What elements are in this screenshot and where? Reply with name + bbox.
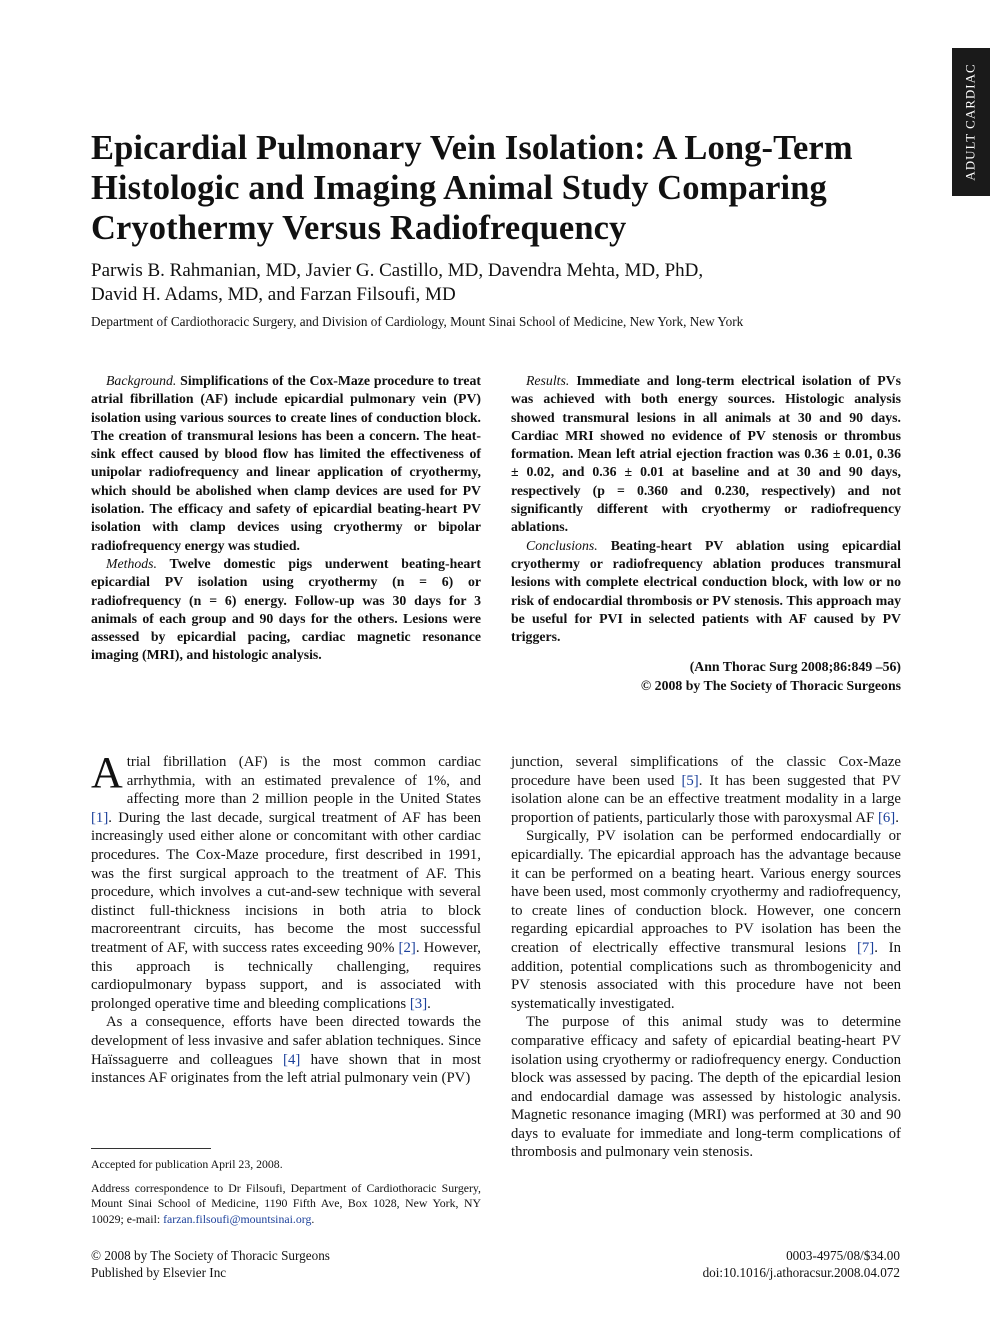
- abstract-background: [91, 372, 481, 555]
- footer-publisher: Published by Elsevier Inc: [91, 1264, 227, 1280]
- body-paragraph: [511, 1013, 901, 1162]
- abstract-results: [511, 372, 901, 537]
- authors-line: Parwis B. Rahmanian, MD, Javier G. Castillo, MD, Davendra Mehta, MD, PhD,: [91, 260, 704, 281]
- footnotes: [91, 1157, 481, 1235]
- body-text: .: [427, 995, 431, 1012]
- authors-line: David H. Adams, MD, and Farzan Filsoufi, MD: [91, 284, 456, 305]
- body-text: . During the last decade, surgical treatment of AF has been increasingly used either alone or concomitant with other cardiac procedures. The Cox-Maze procedure, first described in 1991, was the first surgical approach to the treatment of AF. This procedure, which involves a cut-and-sew technique with several distinct full-thickness incisions in both atria to block macroreentrant circuits, has become the most successful treatment of AF, with success rates exceeding 90%: [91, 809, 481, 956]
- reference-link[interactable]: [1]: [91, 809, 109, 826]
- reference-link[interactable]: [2]: [398, 939, 416, 956]
- reference-link[interactable]: [6]: [877, 809, 896, 826]
- body-paragraph: [91, 748, 481, 1013]
- body-paragraph: [511, 827, 901, 1013]
- title-line: Cryothermy Versus Radiofrequency: [91, 209, 627, 247]
- abstract-left-column: [91, 372, 481, 665]
- body-text: The purpose of this animal study was to determine comparative efficacy and safety of epicardial beating-heart PV isolation using cryothermy or radiofrequency energy. Conduction block was assessed by pacing. The depth of the epicardial lesion and endocardial damage was assessed by histologic analysis. Magnetic resonance imaging (MRI) was performed at 30 and 90 days to evaluate for immediate and long-term complications of thrombosis and pulmonary vein stenosis.: [511, 1014, 901, 1161]
- publisher-info: [91, 1248, 330, 1281]
- body-text: trial fibrillation (AF) is the most common cardiac arrhythmia, with an estimated prevalence of 1%, and affecting more than 2 million people in the United States: [126, 754, 481, 808]
- reference-link[interactable]: [5]: [681, 772, 699, 789]
- email-link[interactable]: farzan.filsoufi@mountsinai.org: [163, 1211, 312, 1226]
- methods-label: Methods.: [106, 555, 157, 571]
- drop-cap: A: [91, 748, 123, 797]
- section-tab-label: ADULT CARDIAC: [963, 63, 978, 181]
- citation-block: [511, 658, 901, 695]
- body-text: junction, several simplifications of the classic Cox-Maze procedure have been used: [511, 754, 901, 789]
- footer-copyright: © 2008 by The Society of Thoracic Surgeons: [91, 1248, 330, 1263]
- article-title: [91, 128, 921, 248]
- body-left-column: [91, 748, 481, 1088]
- correspondence-note: [91, 1181, 481, 1228]
- results-label: Results.: [526, 373, 570, 388]
- body-right-column: [511, 753, 901, 1162]
- results-text: Immediate and long-term electrical isolation of PVs was achieved with both energy sources. Histologic analysis showed transmural lesions in all animals at 30 and 90 days. Cardiac MRI showed no evidence of PV stenosis or thrombus formation. Mean left atrial ejection fraction was 0.36 ± 0.01, 0.36 ± 0.02, and 0.36 ± 0.01 at baseline and at 30 and 90 days, respectively (p = 0.360 and 0.230, respectively) and not significantly different with cryothermy or radiofrequency ablations.: [511, 373, 901, 535]
- author-list: [91, 259, 911, 307]
- abstract-conclusions: [511, 537, 901, 647]
- conclusions-label: Conclusions.: [526, 537, 598, 553]
- affiliation: Department of Cardiothoracic Surgery, and Division of Cardiology, Mount Sinai School of Medicine, New York, New York: [91, 314, 744, 329]
- body-text: have shown that in most instances AF originates from the left atrial pulmonary vein (PV): [91, 1051, 481, 1087]
- background-label: Background.: [106, 373, 177, 388]
- footnote-divider: [91, 1148, 211, 1149]
- body-text: Surgically, PV isolation can be performed endocardially or epicardially. The epicardial approach has the advantage because it can be performed on a beating heart. Various energy sources have been used, most commonly cryothermy and radiofrequency, to create lines of conduction block. However, one concern regarding epicardial approaches to PV isolation has been the creation of electrically effective transmural lesions: [511, 828, 901, 956]
- doi: doi:10.1016/j.athoracsur.2008.04.072: [702, 1264, 900, 1280]
- methods-text: Twelve domestic pigs underwent beating-heart epicardial PV isolation using cryothermy (n = 6) or radiofrequency (n = 6) energy. Follow-up was 30 days for 3 animals of each group and 90 days for the others. Lesions were assessed by epicardial pacing, cardiac magnetic resonance imaging (MRI), and histologic analysis.: [91, 555, 481, 663]
- body-text: As a consequence, efforts have been directed towards the development of less invasive and safer ablation techniques. Since Haïssaguerre and colleagues: [91, 1014, 481, 1068]
- correspondence-end: .: [311, 1211, 315, 1226]
- section-tab: [952, 48, 990, 196]
- reference-link[interactable]: [7]: [856, 939, 875, 956]
- title-line: Histologic and Imaging Animal Study Comparing: [91, 169, 827, 207]
- body-text: . However, this approach is technically challenging, requires cardiopulmonary bypass support, and is associated with prolonged operative time and bleeding complications: [91, 939, 481, 1012]
- journal-citation: (Ann Thorac Surg 2008;86:849 –56): [689, 659, 901, 675]
- title-line: Epicardial Pulmonary Vein Isolation: A Long-Term: [91, 129, 853, 167]
- body-text: . In addition, potential complications such as thrombogenicity and PV stenosis associated with this procedure have not been systematically investigated.: [511, 939, 901, 1012]
- body-paragraph: [91, 1013, 481, 1087]
- body-text: .: [895, 809, 899, 826]
- abstract-copyright: © 2008 by The Society of Thoracic Surgeons: [640, 677, 901, 693]
- abstract-right-column: [511, 372, 901, 695]
- body-paragraph: [511, 753, 901, 827]
- issn-price: 0003-4975/08/$34.00: [786, 1248, 900, 1263]
- background-text: Simplifications of the Cox-Maze procedure to treat atrial fibrillation (AF) include epicardial pulmonary vein (PV) isolation using various sources to create lines of conduction block. The creation of transmural lesions has been a concern. The heat-sink effect caused by blood flow has limited the effectiveness of unipolar radiofrequency and linear application of cryothermy, which should be abolished when clamp devices are used for PV isolation. The efficacy and safety of epicardial beating-heart PV isolation with clamp devices using cryothermy or bipolar radiofrequency energy was studied.: [91, 373, 481, 553]
- conclusions-text: Beating-heart PV ablation using epicardial cryothermy or radiofrequency ablation produces transmural lesions with complete electrical conduction block, with low or no risk of endocardial thrombosis or PV stenosis. This approach may be useful for PVI in selected patients with AF caused by PV triggers.: [511, 537, 902, 645]
- reference-link[interactable]: [4]: [283, 1051, 301, 1068]
- article-identifiers: [703, 1248, 900, 1281]
- body-text: . It has been suggested that PV isolation alone can be an effective treatment modality in a large proportion of patients, particularly those with paroxysmal AF: [511, 772, 901, 826]
- accepted-date: Accepted for publication April 23, 2008.: [91, 1157, 283, 1171]
- correspondence-text: Address correspondence to Dr Filsoufi, Department of Cardiothoracic Surgery, Mount Sinai School of Medicine, 1190 Fifth Ave, Box 1028, New York, NY 10029; e-mail:: [91, 1180, 481, 1226]
- reference-link[interactable]: [3]: [409, 995, 428, 1012]
- abstract-methods: [91, 555, 481, 665]
